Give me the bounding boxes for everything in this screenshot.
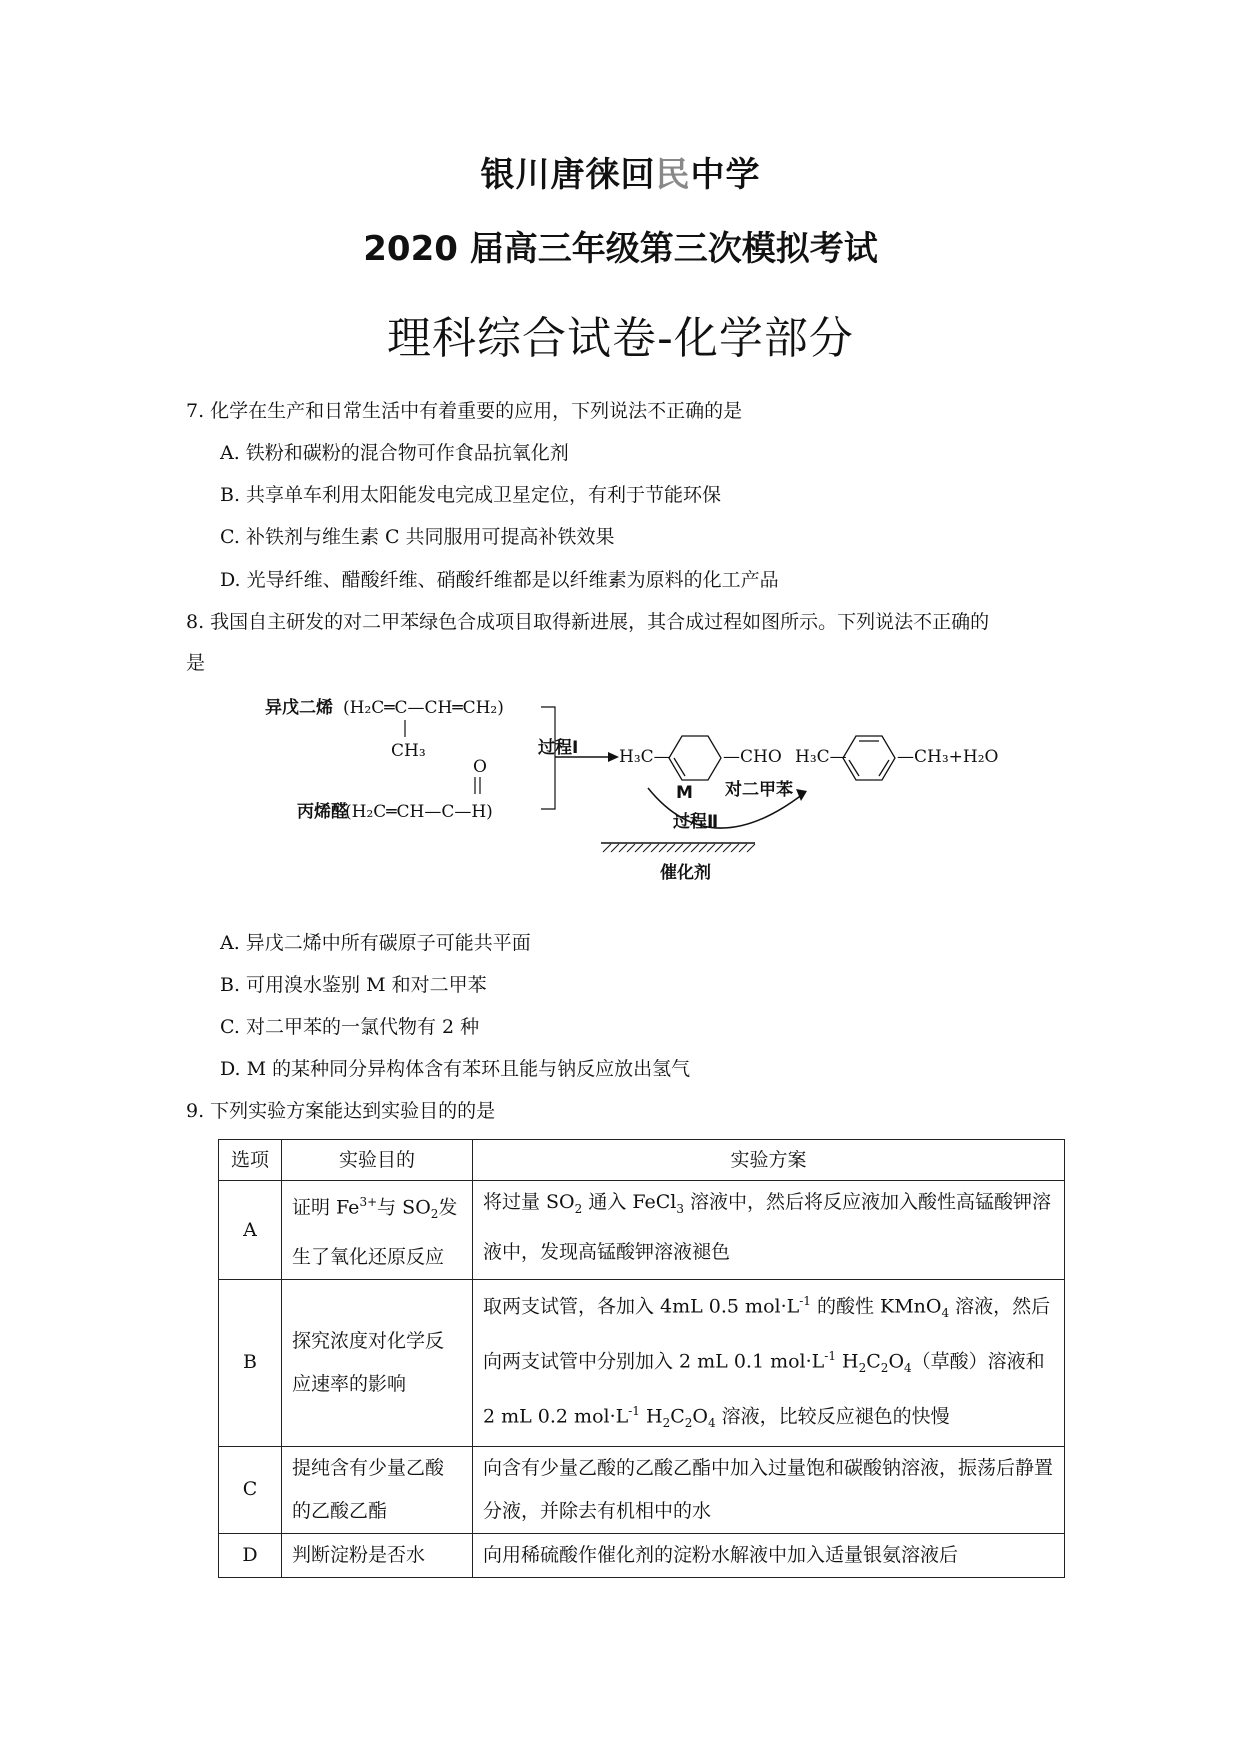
- row-plan: 向含有少量乙酸的乙酸乙酯中加入过量饱和碳酸钠溶液，振荡后静置分液，并除去有机相中的水: [473, 1446, 1065, 1533]
- carbonyl-oxygen: O: [473, 757, 487, 777]
- header-purpose: 实验目的: [282, 1140, 473, 1181]
- methyl-group: CH₃: [391, 741, 426, 761]
- table-row: [219, 1533, 1065, 1577]
- acrolein-formula: (H₂C═CH—C—H): [345, 802, 493, 822]
- q7-option-d: D. 光导纤维、醋酸纤维、硝酸纤维都是以纤维素为原料的化工产品: [220, 569, 779, 591]
- q8-option-b: B. 可用溴水鉴别 M 和对二甲苯: [220, 974, 487, 996]
- acrolein-label: 丙烯醛: [297, 802, 348, 822]
- subject-title: 理科综合试卷-化学部分: [387, 313, 854, 364]
- q7-option-a: A. 铁粉和碳粉的混合物可作食品抗氧化剂: [220, 442, 569, 464]
- row-option: D: [219, 1533, 282, 1577]
- header-plan: 实验方案: [473, 1140, 1065, 1181]
- row-purpose: 提纯含有少量乙酸的乙酸乙酯: [282, 1446, 473, 1533]
- isoprene-label: 异戊二烯: [265, 698, 333, 718]
- q8-option-d: D. M 的某种同分异构体含有苯环且能与钠反应放出氢气: [220, 1058, 691, 1080]
- table-row: [219, 1280, 1065, 1446]
- q8-stem-line2: 是: [186, 652, 206, 674]
- table-row: [219, 1446, 1065, 1533]
- row-option: A: [219, 1181, 282, 1280]
- q7-option-b: B. 共享单车利用太阳能发电完成卫星定位，有利于节能环保: [220, 484, 722, 506]
- m-cyclohexene-ring: [669, 736, 721, 780]
- q7-stem: 7. 化学在生产和日常生活中有着重要的应用，下列说法不正确的是: [186, 400, 743, 422]
- catalyst-label: 催化剂: [660, 863, 711, 883]
- row-plan: 将过量 $SO_2$ 通入 FeCl$_3$ 溶液中，然后将反应液加入酸性高锰酸钾溶液中，发现高锰酸钾溶液褪色: [473, 1181, 1065, 1280]
- row-option: B: [219, 1280, 282, 1446]
- catalyst-hatching: [603, 844, 755, 852]
- px-left-group: H₃C—: [795, 747, 847, 767]
- header-option: 选项: [219, 1140, 282, 1181]
- exam-title: 2020 届高三年级第三次模拟考试: [363, 229, 878, 269]
- m-right-group: —CHO: [723, 747, 782, 767]
- row-plan: 取两支试管，各加入 4mL 0.5 $mol\cdot L^{-1}$ 的酸性 KMnO$_4$ 溶液，然后向两支试管中分别加入 2 mL 0.1 $mol\cdot L^{-1}$ $H_2C_2O_4$（草酸）溶液和 2 mL 0.2 $mol\cdot L^{-1}$ $H_2C_2O_4$ 溶液，比较反应褪色的快慢: [473, 1280, 1065, 1446]
- row-option: C: [219, 1446, 282, 1533]
- process-1-label: 过程Ⅰ: [538, 738, 579, 758]
- school-name: 银川唐徕回民中学: [480, 155, 761, 195]
- px-right-group: —CH₃+H₂O: [897, 747, 999, 767]
- m-label: M: [676, 783, 693, 803]
- experiment-table: [218, 1139, 1065, 1578]
- m-left-group: H₃C—: [619, 747, 671, 767]
- table-header-row: [219, 1140, 1065, 1181]
- row-purpose: 探究浓度对化学反应速率的影响: [282, 1280, 473, 1446]
- row-purpose: 证明 $Fe^{3+}$与 $SO_2$发生了氧化还原反应: [282, 1181, 473, 1280]
- isoprene-formula: (H₂C═C—CH═CH₂): [343, 698, 504, 718]
- row-purpose: 判断淀粉是否水: [282, 1533, 473, 1577]
- table-row: [219, 1181, 1065, 1280]
- q8-option-c: C. 对二甲苯的一氯代物有 2 种: [220, 1016, 480, 1038]
- synthesis-diagram: [255, 690, 999, 905]
- p-xylene-label: 对二甲苯: [725, 780, 793, 800]
- process-2-label: 过程Ⅱ: [673, 812, 719, 832]
- benzene-ring: [843, 736, 895, 780]
- q8-option-a: A. 异戊二烯中所有碳原子可能共平面: [220, 932, 531, 954]
- q9-stem: 9. 下列实验方案能达到实验目的的是: [186, 1100, 496, 1122]
- q7-option-c: C. 补铁剂与维生素 C 共同服用可提高补铁效果: [220, 526, 615, 548]
- q8-stem-line1: 8. 我国自主研发的对二甲苯绿色合成项目取得新进展，其合成过程如图所示。下列说法不正确的: [186, 611, 990, 633]
- row-plan: 向用稀硫酸作催化剂的淀粉水解液中加入适量银氨溶液后: [473, 1533, 1065, 1577]
